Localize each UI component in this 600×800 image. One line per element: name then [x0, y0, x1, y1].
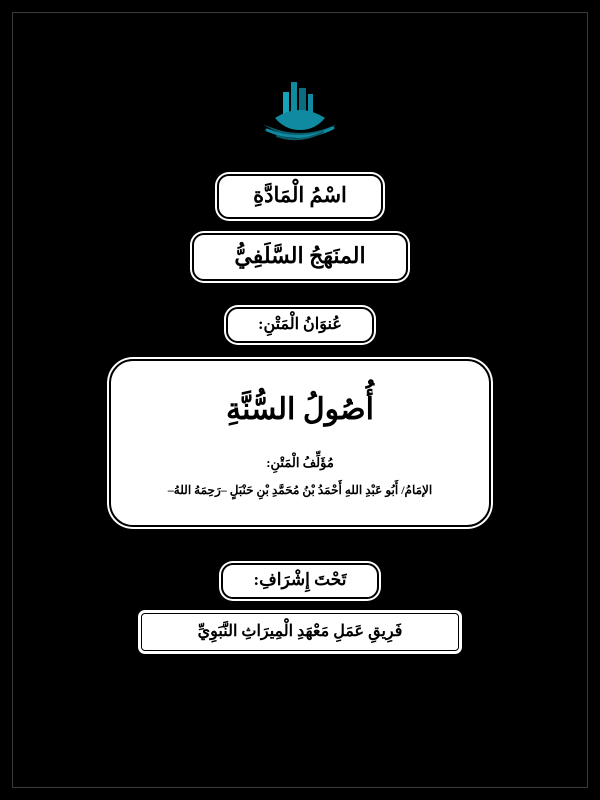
supervision-team: فَرِيقِ عَمَلِ مَعْهَدِ الْمِيرَاثِ النَّبَوِيِّ — [141, 613, 459, 651]
matn-title: أُصُولُ السُّنَّةِ — [226, 393, 374, 426]
subject-label: اسْمُ الْمَادَّةِ — [217, 174, 383, 219]
matn-title-label: عُنوَانُ الْمَتْنِ: — [226, 307, 374, 343]
matn-panel — [109, 359, 491, 527]
supervision-label: تَحْتَ إِشْرَافِ: — [221, 563, 378, 599]
author-label: مُؤَلِّفُ الْمَتْنِ: — [266, 454, 334, 470]
author-name: الإمَامُ/ أَبُو عَبْدِ اللهِ أَحْمَدُ بْنُ مُحَمَّدِ بْنِ حَنْبَلٍ –رَحِمَهُ اللهُ– — [167, 482, 433, 497]
subject-value: المنَهَجُ السَّلَفِيُّ — [192, 233, 407, 281]
institute-logo-icon — [245, 78, 355, 148]
